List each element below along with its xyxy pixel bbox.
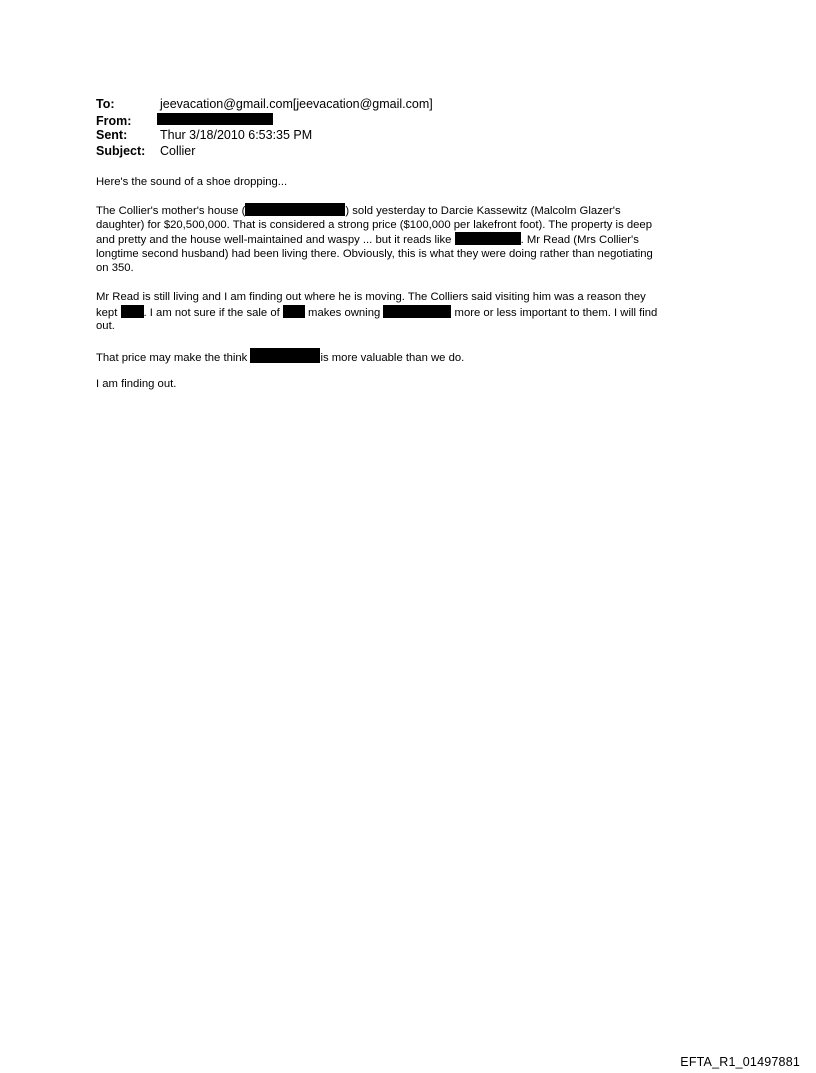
paragraph-3 (96, 290, 657, 334)
redaction-owning (383, 305, 451, 318)
p2-l3-text-b: . Mr Read (Mrs Collier's (520, 234, 639, 247)
sent-row (96, 128, 433, 144)
p2-l1-text-a: The Collier's mother's house ( (96, 205, 246, 217)
p3-l2-text-a: kept (96, 306, 121, 319)
to-value: jeevacation@gmail.com[jeevacation@gmail.com] (160, 97, 433, 111)
p2-l3-text-a: and pretty and the house well-maintained and waspy ... but it reads like (96, 234, 455, 247)
p2-line-1 (96, 203, 653, 218)
to-row (96, 97, 433, 113)
to-label: To: (96, 97, 115, 111)
paragraph-1 (96, 175, 287, 190)
p3-line-1: Mr Read is still living and I am finding out where he is moving. The Colliers said visiting him was a reason they (96, 291, 646, 303)
p3-l2-text-d: more or less important to them. I will find (451, 306, 658, 319)
redaction-sale-of (283, 305, 305, 318)
from-redaction (157, 113, 273, 125)
subject-label: Subject: (96, 143, 146, 158)
p4-text-a: That price may make the think (96, 352, 251, 364)
paragraph-5 (96, 377, 176, 392)
sent-value: Thur 3/18/2010 6:53:35 PM (160, 128, 313, 142)
p3-line-3: out. (96, 320, 115, 333)
from-label: From: (96, 113, 132, 128)
sent-label: Sent: (96, 128, 128, 142)
p2-line-4: longtime second husband) had been living there. Obviously, this is what they were doing rather than negotiating (96, 247, 653, 260)
subject-value: Collier (160, 143, 196, 158)
email-header (96, 97, 433, 159)
p4-text-b: is more valuable than we do. (320, 352, 465, 364)
subject-row (96, 144, 433, 160)
redaction-think (250, 348, 320, 363)
p3-l2-text-b: . I am not sure if the sale of (143, 306, 283, 319)
redaction-kept (121, 305, 144, 318)
p2-line-3 (96, 232, 653, 247)
p4-line-1 (96, 348, 464, 363)
paragraph-2 (96, 203, 653, 276)
p3-line-2 (96, 305, 657, 320)
p2-line-2: daughter) for $20,500,000. That is considered a strong price ($100,000 per lakefront foot). The property is deep (96, 218, 652, 231)
p5-text: I am finding out. (96, 378, 177, 390)
p1-text: Here's the sound of a shoe dropping... (96, 176, 288, 188)
paragraph-4 (96, 348, 464, 363)
redaction-house (245, 203, 345, 216)
p3-l2-text-c: makes owning (304, 306, 384, 319)
document-id: EFTA_R1_01497881 (680, 1055, 800, 1069)
redaction-reads-like (455, 232, 521, 245)
from-row (96, 113, 433, 129)
p2-line-5: on 350. (96, 262, 134, 275)
p2-l1-text-b: ) sold yesterday to Darcie Kassewitz (Malcolm Glazer's (345, 205, 621, 217)
